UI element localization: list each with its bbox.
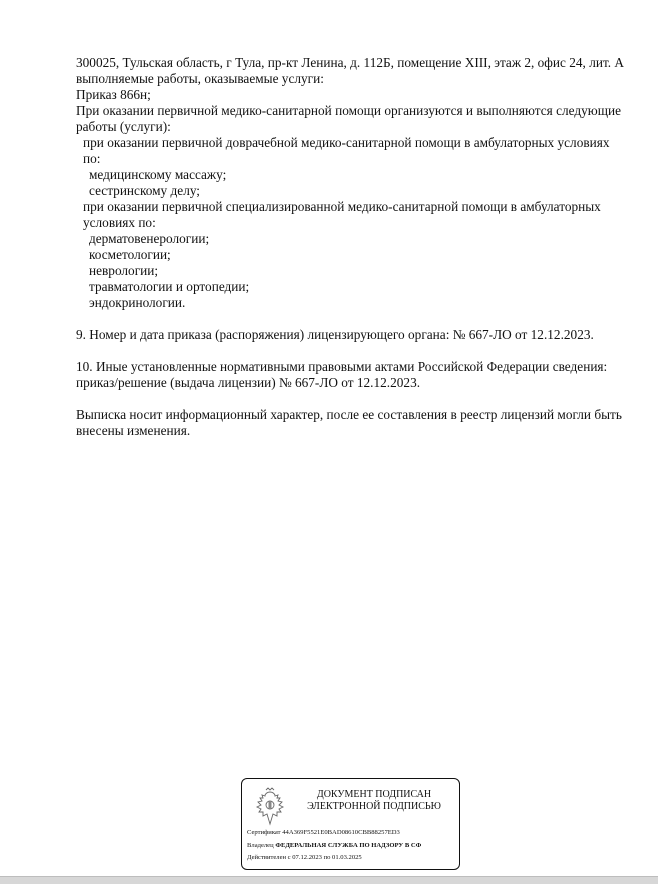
list-item: эндокринологии. <box>89 295 186 310</box>
list-item: дерматовенерологии; <box>89 231 210 246</box>
works-header: выполняемые работы, оказываемые услуги: <box>76 71 324 86</box>
stamp-details <box>247 827 421 865</box>
list-item: неврологии; <box>89 263 159 278</box>
validity-line: Действителен с 07.12.2023 по 01.03.2025 <box>247 854 362 861</box>
digital-signature-stamp <box>241 778 460 870</box>
intro-text: При оказании первичной медико-санитарной помощи организуются и выполняются следующие работы (услуги): <box>76 103 621 134</box>
certificate-line: Сертификат 44A369F5521E0BAD08610CBB88257ED3 <box>247 829 400 836</box>
list-item: косметологии; <box>89 247 171 262</box>
document-body <box>76 55 626 439</box>
owner-line: Владелец ФЕДЕРАЛЬНАЯ СЛУЖБА ПО НАДЗОРУ В СФ <box>247 841 422 849</box>
spacer <box>76 343 626 359</box>
list-item: травматологии и ортопедии; <box>89 279 250 294</box>
stamp-title: ДОКУМЕНТ ПОДПИСАН ЭЛЕКТРОННОЙ ПОДПИСЬЮ <box>307 789 441 812</box>
item-10: 10. Иные установленные нормативными правовыми актами Российской Федерации сведения: приказ/решение (выдача лицензии) № 667-ЛО от 12.12.2023. <box>76 359 608 390</box>
group2-title: при оказании первичной специализированной медико-санитарной помощи в амбулаторных условиях по: <box>83 199 601 230</box>
item-9: 9. Номер и дата приказа (распоряжения) лицензирующего органа: № 667-ЛО от 12.12.2023. <box>76 327 594 342</box>
group1-title: при оказании первичной доврачебной медико-санитарной помощи в амбулаторных условиях по: <box>83 135 610 166</box>
disclaimer-text: Выписка носит информационный характер, после ее составления в реестр лицензий могли быть внесены изменения. <box>76 407 622 438</box>
spacer <box>76 311 626 327</box>
list-item: сестринскому делу; <box>89 183 200 198</box>
eagle-emblem-icon <box>250 786 290 830</box>
list-item: медицинскому массажу; <box>89 167 227 182</box>
spacer <box>76 391 626 407</box>
order-text: Приказ 866н; <box>76 87 151 102</box>
address-text: 300025, Тульская область, г Тула, пр-кт Ленина, д. 112Б, помещение XIII, этаж 2, офис 24, лит. А <box>76 55 625 70</box>
